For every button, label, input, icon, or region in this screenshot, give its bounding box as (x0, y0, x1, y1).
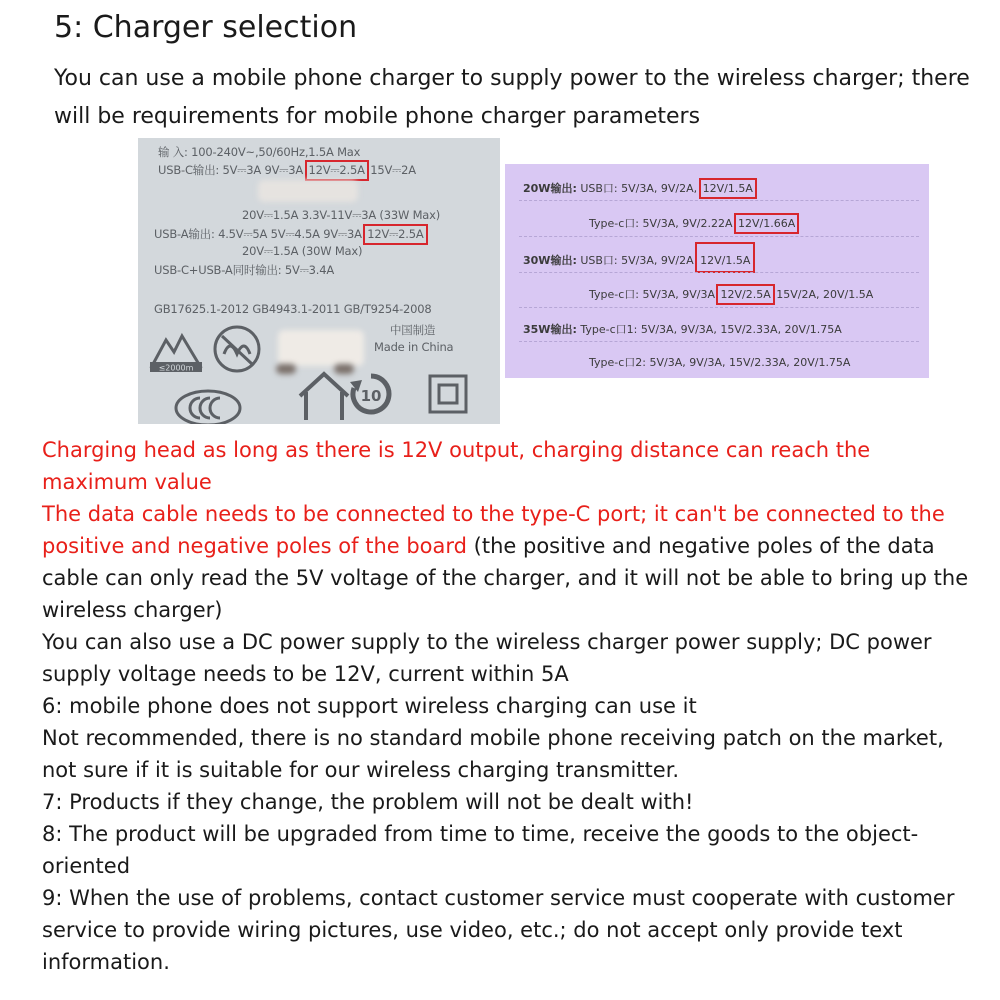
body-cable-explanation: (the positive and negative poles of the data cable can only read the 5V voltage of the charger, and it will not be able to bring up the wireless charger) (42, 534, 969, 622)
spec-highlight-text: 12V/1.66A (737, 217, 796, 230)
label-usbc-prefix: USB-C输出: 5V⎓3A 9V⎓3A (158, 163, 304, 177)
spec-highlight (697, 254, 753, 267)
ccc-icon (172, 388, 244, 424)
label-combo-line: USB-C+USB-A同时输出: 5V⎓3.4A (154, 263, 335, 277)
spec-highlight-text: 12V/2.5A (720, 288, 771, 301)
spec-row (523, 321, 842, 337)
label-usbc-highlight-text: 12V⎓2.5A (308, 163, 365, 177)
spec-row (589, 215, 797, 231)
label-usbc-line (158, 162, 416, 178)
spec-highlight-text: 12V/1.5A (700, 254, 751, 267)
spec-row (523, 252, 753, 268)
label-reflection (258, 180, 358, 202)
house-icon (294, 370, 354, 422)
body-paragraph-12v: Charging head as long as there is 12V output, charging distance can reach the maximum value (42, 438, 871, 494)
spec-row-values: Type-c口2: 5V/3A, 9V/3A, 15V/2.33A, 20V/1.75A (589, 356, 851, 369)
label-usba-highlight (365, 227, 425, 242)
spec-highlight-text: 12V/1.5A (702, 182, 753, 195)
spec-row-values: Type-c口: 5V/3A, 9V/2.22A (589, 217, 733, 230)
label-usba-line (154, 226, 426, 242)
body-paragraph-dc: You can also use a DC power supply to the wireless charger power supply; DC power supply voltage needs to be 12V, current within 5A (42, 630, 932, 686)
spec-highlight (701, 182, 755, 195)
highlight-box (695, 242, 755, 273)
spec-highlight (736, 217, 797, 230)
label-input-line: 输 入: 100-240V~,50/60Hz,1.5A Max (158, 145, 361, 159)
charger-label-photo (138, 138, 500, 424)
highlight-box (305, 160, 369, 181)
label-usbc-line2: 20V⎓1.5A 3.3V-11V⎓3A (33W Max) (242, 208, 441, 222)
spec-row (589, 354, 850, 370)
plug-contact-left (276, 364, 296, 374)
highlight-box (699, 178, 757, 199)
climate-icon (210, 324, 264, 374)
body-paragraph-not-recommended: Not recommended, there is no standard mobile phone receiving patch on the market, not sure if it is suitable for our wireless charging transmitter. (42, 726, 944, 782)
spec-row-values-after: 15V/2A, 20V/1.5A (776, 288, 874, 301)
altitude-icon (148, 326, 204, 374)
body-cable-warning: The data cable needs to be connected to the type-C port; it can't be connected to the positive and negative poles of the board (42, 502, 945, 558)
label-usbc-suffix: 15V⎓2A (370, 163, 416, 177)
label-usba-prefix: USB-A输出: 4.5V⎓5A 5V⎓4.5A 9V⎓3A (154, 227, 362, 241)
recycle-icon (348, 372, 394, 416)
altitude-text: ≤2000m (158, 363, 194, 373)
spec-row-values: Type-c口: 5V/3A, 9V/3A (589, 288, 715, 301)
body-paragraph-7: 7: Products if they change, the problem will not be dealt with! (42, 790, 694, 814)
body-paragraph-6: 6: mobile phone does not support wireless charging can use it (42, 694, 697, 718)
section-title: 5: Charger selection (54, 10, 358, 45)
highlight-box (363, 224, 427, 245)
spec-row (523, 180, 755, 196)
label-usba-line2: 20V⎓1.5A (30W Max) (242, 244, 363, 258)
label-made-cn: 中国制造 (390, 323, 436, 337)
spec-row-values: USB口: 5V/3A, 9V/2A, (580, 182, 698, 195)
highlight-box (716, 284, 774, 305)
spec-row-label: 35W输出: (523, 323, 577, 336)
charger-spec-table (505, 164, 929, 378)
spec-row-label: 20W输出: (523, 182, 577, 195)
body-paragraph-cable (42, 498, 972, 626)
body-paragraph-8: 8: The product will be upgraded from time to time, receive the goods to the object-oriented (42, 822, 919, 878)
row-divider (519, 236, 919, 237)
body-text (42, 434, 972, 978)
row-divider (519, 307, 919, 308)
spec-highlight (718, 288, 772, 301)
label-made-en: Made in China (374, 340, 454, 354)
label-usbc-highlight (307, 163, 367, 178)
spec-row (589, 286, 873, 302)
spec-row-values: Type-c口1: 5V/3A, 9V/3A, 15V/2.33A, 20V/1.75A (580, 323, 842, 336)
row-divider (519, 341, 919, 342)
row-divider (519, 200, 919, 201)
plug-reflection (278, 330, 364, 366)
double-insulation-icon (428, 374, 468, 414)
label-usba-highlight-text: 12V⎓2.5A (367, 227, 424, 241)
recycle-number: 10 (360, 387, 382, 405)
highlight-box (734, 213, 799, 234)
intro-paragraph: You can use a mobile phone charger to supply power to the wireless charger; there will be requirements for mobile phone charger parameters (54, 66, 970, 129)
label-standards: GB17625.1-2012 GB4943.1-2011 GB/T9254-2008 (154, 302, 432, 316)
row-divider (519, 272, 919, 273)
spec-row-label: 30W输出: (523, 254, 577, 267)
body-paragraph-9: 9: When the use of problems, contact customer service must cooperate with customer service to provide wiring pictures, use video, etc.; do not accept only provide text information. (42, 886, 955, 974)
spec-row-values: USB口: 5V/3A, 9V/2A (580, 254, 694, 267)
